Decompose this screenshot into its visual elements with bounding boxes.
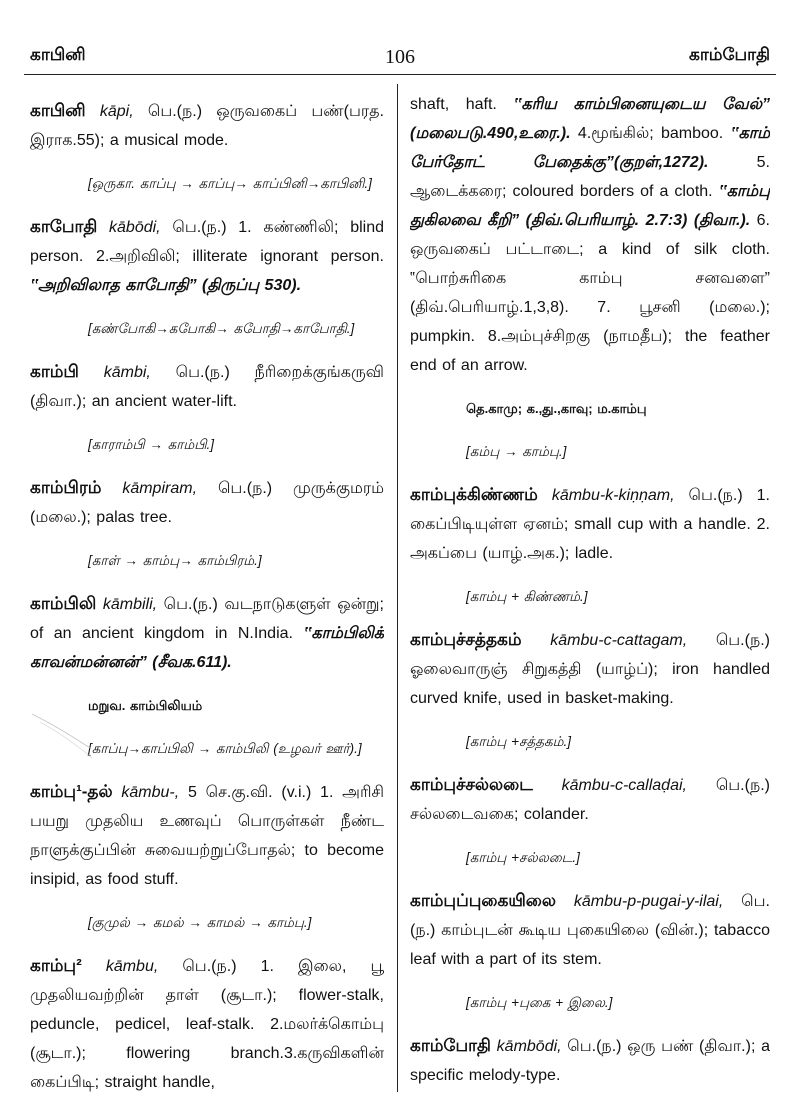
etymology: [கண்போகி→கபோகி→ கபோதி→காபோதி.] — [88, 321, 355, 336]
transliteration: kāmbu-c-cattagam, — [550, 632, 688, 649]
citation: ‟அறிவிலாத காபோதி” (திருப்பு 530). — [30, 277, 302, 294]
running-head-right: காம்போதி — [689, 45, 770, 64]
left-column — [30, 96, 384, 1092]
etymology: [காள் → காம்பு→ காம்பிரம்.] — [88, 553, 262, 568]
etymology: [காம்பு +புகை + இலை.] — [466, 995, 613, 1010]
dictionary-entry — [30, 357, 384, 416]
definition-text: 5 செ.கு.வி. (v.i.) 1. அரிசி பயறு முதலிய உணவுப் பொருள்கள் நீண்ட நாளுக்குப்பின் சுவையற்றுப்போதல்; to become insipid, as food stuff. — [30, 784, 384, 888]
etymology: [காம்பு +சல்லடை.] — [466, 850, 580, 865]
cognate-note: மறுவ. காம்பிலியம் — [88, 698, 203, 713]
transliteration: kāmbu-, — [121, 784, 180, 801]
cognate-note: தெ.காமு; க.,து.,காவு; ம.காம்பு — [466, 401, 647, 416]
definition-text: பெ.(ந.) 1. கைப்பிடியுள்ள ஏனம்; small cup with a handle. 2. அகப்பை (யாழ்.அக.); ladle. — [410, 487, 770, 562]
transliteration: kāmbu-p-pugai-y-ilai, — [573, 893, 724, 910]
dictionary-entry — [30, 473, 384, 532]
definition-text: பெ.(ந.) 1. கண்ணிலி; blind person. 2.அறிவிலி; illiterate ignorant person. — [30, 219, 384, 265]
headword: காபினி — [30, 101, 86, 120]
headword: காம்போதி — [410, 1036, 491, 1055]
headword: காம்புச்சல்லடை — [410, 775, 533, 794]
citation: ‟கரிய காம்பினையுடைய வேல்” (மலைபடு.490,உரை.). — [410, 96, 770, 142]
transliteration: kāmbi, — [103, 364, 151, 381]
definition-text: பெ.(ந.) ஓலைவாருஞ் சிறுகத்தி (யாழ்ப்); iron handled curved knife, used in basket-making. — [410, 632, 770, 707]
definition-text: பெ.(ந.) முருக்குமரம் (மலை.); palas tree. — [30, 480, 384, 526]
definition-text: பெ.(ந.) ஒரு பண் (திவா.); a specific melody-type. — [410, 1038, 770, 1084]
dictionary-entry — [410, 770, 770, 829]
dictionary-entry — [30, 96, 384, 155]
dictionary-entry — [30, 589, 384, 677]
etymology: [காம்பு + கிண்ணம்.] — [466, 589, 588, 604]
definition-text: பெ.(ந.) சல்லடைவகை; colander. — [410, 777, 770, 823]
definition-text: 6. ஒருவகைப் பட்டாடை; a kind of silk cloth. ‟பொற்சுரிகை காம்பு சனவளை” (திவ்.பெரியாழ்.1,3,8). 7. பூசனி (மலை.); pumpkin. 8.அம்புச்சிறகு (நாமதீப); the feather end of an arrow. — [410, 212, 770, 374]
definition-text: பெ.(ந.) நீரிறைக்குங்கருவி (திவா.); an ancient water-lift. — [30, 364, 384, 410]
headword: காம்பிரம் — [30, 478, 102, 497]
etymology: [குமுல் → கமல் → காமல் → காம்பு.] — [88, 915, 312, 930]
citation: ‟காம்பிலிக் காவன்மன்னன்” (சீவக.611). — [30, 625, 384, 671]
page-number: 106 — [385, 46, 415, 68]
definition-text: பெ.(ந.) ஒருவகைப் பண்(பரத. இராக.55); a musical mode. — [30, 103, 384, 149]
transliteration: kāmbu-k-kiṇṇam, — [551, 487, 675, 504]
right-column — [410, 90, 770, 1092]
headword: காம்பு¹-தல் — [30, 782, 113, 801]
citation: ‟காம் பேர்தோட் பேதைக்கு”(குறள்,1272). — [410, 125, 770, 171]
transliteration: kāmbōdi, — [496, 1038, 562, 1055]
transliteration: kāmpiram, — [122, 480, 198, 497]
definition-text: பெ.(ந.) காம்புடன் கூடிய புகையிலை (வின்.); tabacco leaf with a part of its stem. — [410, 893, 770, 968]
etymology: [காம்பு +சத்தகம்.] — [466, 734, 572, 749]
definition-text: பெ.(ந.) 1. இலை, பூ முதலியவற்றின் தாள் (சூடா.); flower-stalk, peduncle, pedicel, leaf-stalk. 2.மலர்க்கொம்பு (சூடா.); flowering branch.3.கருவிகளின் கைப்பிடி; straight handle, — [30, 958, 384, 1091]
transliteration: kāpi, — [99, 103, 134, 120]
dictionary-entry — [410, 480, 770, 568]
dictionary-entry — [30, 951, 384, 1092]
headword: காம்புப்புகையிலை — [410, 891, 556, 910]
running-head-left: காபினி — [30, 45, 86, 64]
header-rule — [24, 74, 776, 75]
dictionary-entry — [410, 625, 770, 713]
column-divider — [397, 84, 398, 1092]
headword: காபோதி — [30, 217, 98, 236]
definition-text: பெ.(ந.) வடநாடுகளுள் ஒன்று; of an ancient kingdom in N.India. — [30, 596, 384, 642]
etymology: [ஒருகா. காப்பு → காப்பு→ காப்பினி→காபினி.] — [88, 176, 372, 191]
transliteration: kāmbu-c-callaḍai, — [561, 777, 687, 794]
etymology: [காப்பு→காப்பிலி → காம்பிலி (உழவர் ஊர்).] — [88, 741, 362, 756]
headword: காம்புக்கிண்ணம் — [410, 485, 538, 504]
etymology: [காராம்பி → காம்பி.] — [88, 437, 215, 452]
definition-text: 4.மூங்கில்; bamboo. — [577, 125, 724, 142]
dictionary-entry — [30, 777, 384, 894]
transliteration: kāmbili, — [102, 596, 158, 613]
definition-text: 5. ஆடைக்கரை; coloured borders of a cloth. — [410, 154, 770, 200]
etymology: [கம்பு → காம்பு.] — [466, 444, 567, 459]
dictionary-entry — [30, 212, 384, 300]
dictionary-entry — [410, 886, 770, 974]
citation: ‟காம்பு துகிலவை கீறி” (திவ்.பெரியாழ். 2.7:3) (திவா.). — [410, 183, 770, 229]
transliteration: kābōdi, — [109, 219, 161, 236]
headword: காம்பிலி — [30, 594, 97, 613]
headword: காம்பு² — [30, 956, 82, 975]
headword: காம்பி — [30, 362, 79, 381]
transliteration: kāmbu, — [105, 958, 159, 975]
entry-continuation — [410, 90, 770, 380]
headword: காம்புச்சத்தகம் — [410, 630, 522, 649]
dictionary-entry — [410, 1031, 770, 1090]
definition-text: shaft, haft. — [410, 96, 497, 113]
